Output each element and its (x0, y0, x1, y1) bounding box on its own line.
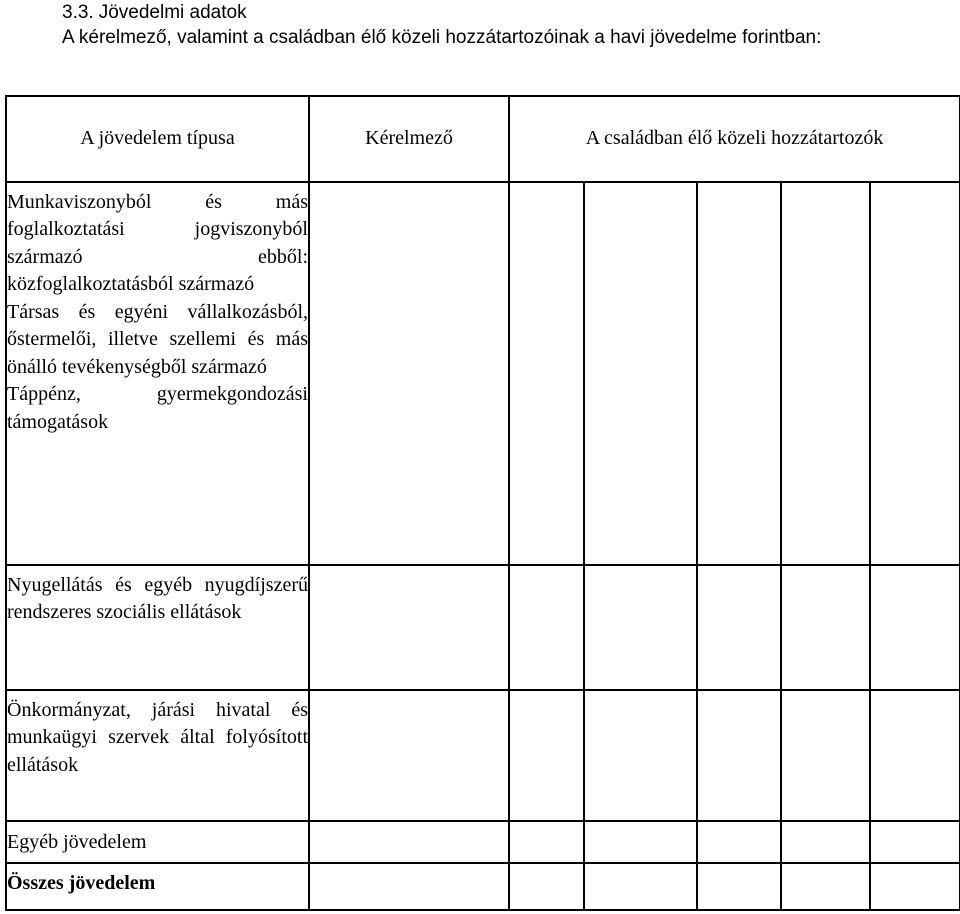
applicant-cell[interactable] (309, 182, 509, 565)
family-cell[interactable] (697, 863, 781, 910)
family-cell[interactable] (870, 863, 960, 910)
row-label-pension: Nyugellátás és egyéb nyugdíjszerű rendszeres szociális ellátások (6, 565, 309, 690)
family-cell[interactable] (584, 182, 697, 565)
family-cell[interactable] (584, 821, 697, 863)
family-cell[interactable] (781, 182, 870, 565)
family-cell[interactable] (509, 863, 584, 910)
family-cell[interactable] (584, 863, 697, 910)
table-row (6, 182, 960, 565)
section-title: Jövedelmi adatok (98, 2, 247, 23)
section-heading (62, 0, 821, 50)
row-label-other: Egyéb jövedelem (6, 821, 309, 863)
family-cell[interactable] (781, 821, 870, 863)
family-cell[interactable] (870, 821, 960, 863)
family-cell[interactable] (697, 182, 781, 565)
table-row (6, 565, 960, 690)
family-cell[interactable] (781, 863, 870, 910)
family-cell[interactable] (697, 565, 781, 690)
family-cell[interactable] (697, 821, 781, 863)
family-cell[interactable] (870, 690, 960, 821)
family-cell[interactable] (870, 182, 960, 565)
row-label-municipal: Önkormányzat, járási hivatal és munkaügyi szervek által folyósított ellátások (6, 690, 309, 821)
row-label-enterprise: Társas és egyéni vállalkozásból, őstermelői, illetve szellemi és más önálló tevékenységből származó (7, 300, 308, 378)
family-cell[interactable] (781, 690, 870, 821)
section-subtitle: A kérelmező, valamint a családban élő közeli hozzátartozóinak a havi jövedelme forintban: (62, 27, 822, 48)
table-row (6, 821, 960, 863)
header-family-members: A családban élő közeli hozzátartozók (509, 96, 960, 182)
row-label-employment: Munkaviszonyból és más foglalkoztatási jogviszonyból származó ebből: közfoglalkoztatásból származó (7, 190, 308, 296)
applicant-cell[interactable] (309, 863, 509, 910)
family-cell[interactable] (509, 182, 584, 565)
family-cell[interactable] (870, 565, 960, 690)
applicant-cell[interactable] (309, 565, 509, 690)
section-number: 3.3. (62, 2, 94, 23)
header-applicant: Kérelmező (309, 96, 509, 182)
family-cell[interactable] (697, 690, 781, 821)
family-cell[interactable] (781, 565, 870, 690)
header-income-type: A jövedelem típusa (6, 96, 309, 182)
applicant-cell[interactable] (309, 690, 509, 821)
row-label-total: Összes jövedelem (6, 863, 309, 910)
income-table (5, 95, 960, 911)
row-label-sick-pay: Táppénz, gyermekgondozási támogatások (7, 383, 308, 433)
family-cell[interactable] (509, 565, 584, 690)
table-row (6, 863, 960, 910)
family-cell[interactable] (509, 821, 584, 863)
applicant-cell[interactable] (309, 821, 509, 863)
table-row (6, 690, 960, 821)
family-cell[interactable] (584, 565, 697, 690)
header-row (6, 96, 960, 182)
family-cell[interactable] (584, 690, 697, 821)
row-group-work (6, 182, 309, 565)
family-cell[interactable] (509, 690, 584, 821)
